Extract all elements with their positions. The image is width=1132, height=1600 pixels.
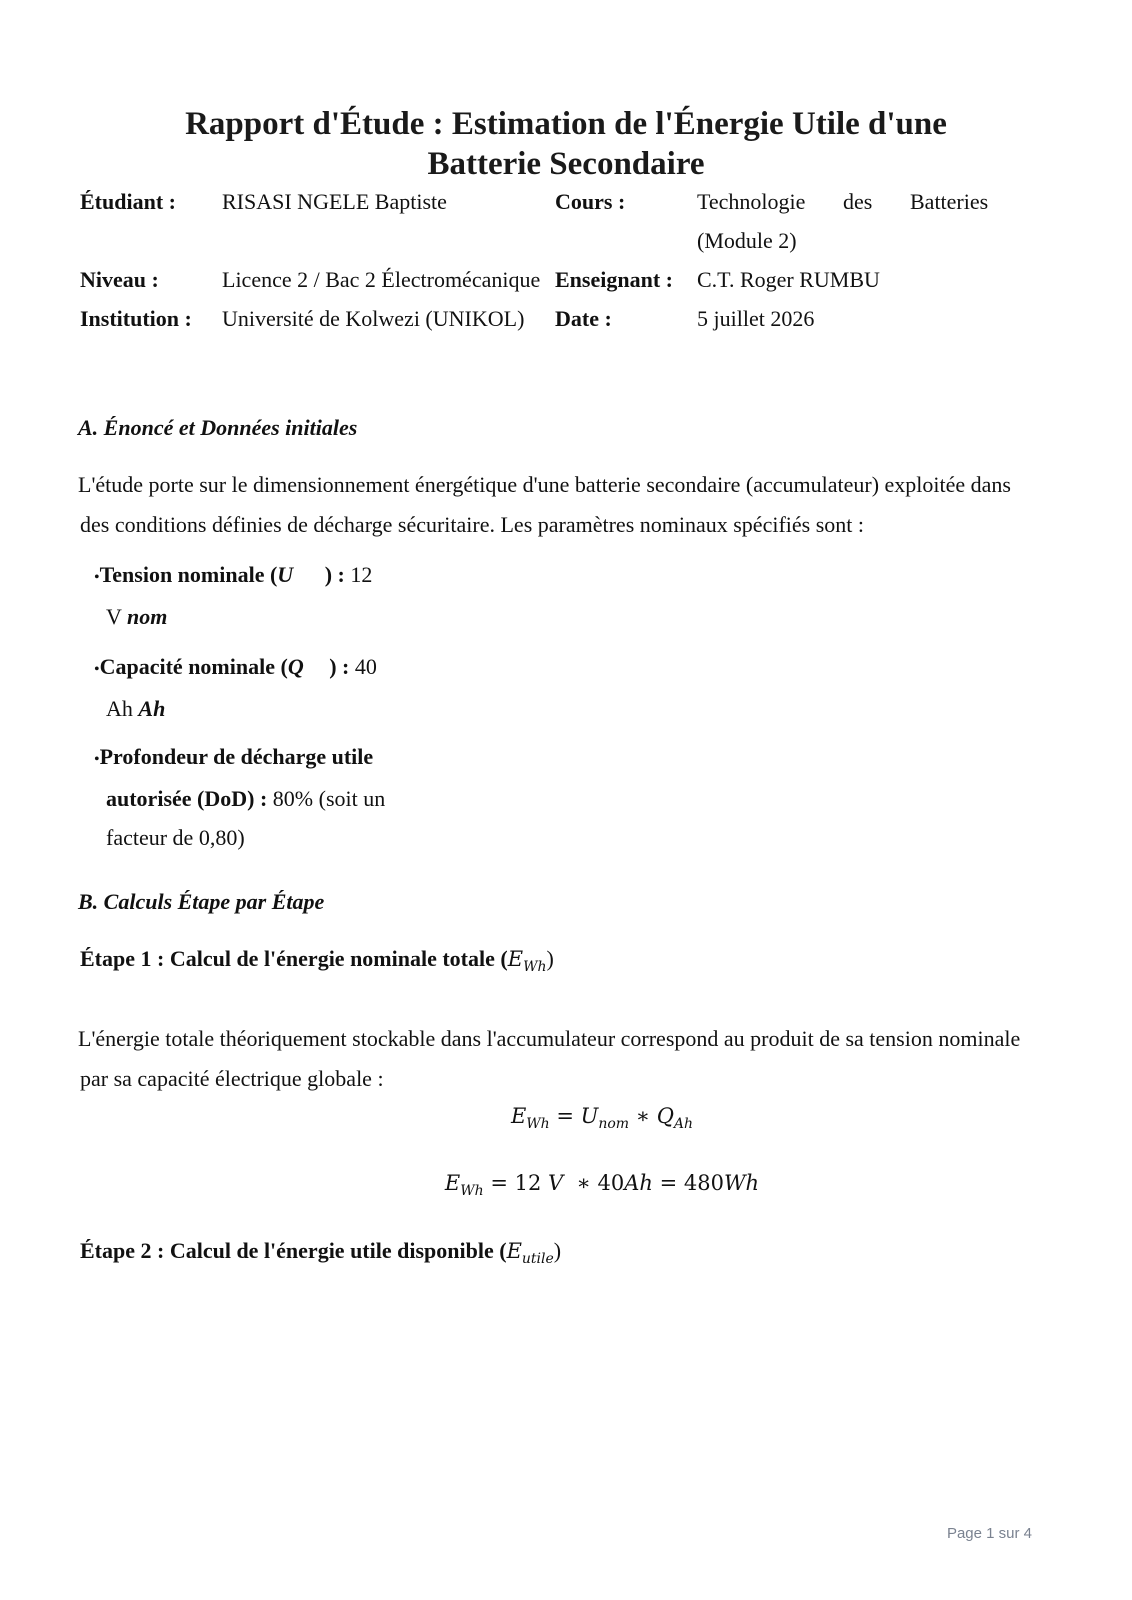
bullet-1-label: Tension nominale ( <box>99 562 278 587</box>
section-a-heading: A. Énoncé et Données initiales <box>78 415 358 440</box>
eq1-lhs-subscript: Wh <box>526 1116 550 1132</box>
course-word-3: Batteries <box>910 189 989 214</box>
level-label: Niveau : <box>80 267 159 292</box>
eq2-lhs: E <box>444 1171 461 1195</box>
bullet-1-close: ) : <box>319 562 345 587</box>
eq1-equals: = <box>549 1104 581 1128</box>
bullet-3-line-3: facteur de 0,80) <box>106 825 245 850</box>
step-1-para-line-2: par sa capacité électrique globale : <box>80 1066 384 1091</box>
eq2-lhs-subscript: Wh <box>460 1183 484 1199</box>
institution-label: Institution : <box>80 306 192 331</box>
course-word-4: (Module 2) <box>697 228 797 253</box>
step-1-para-line-1: L'énergie totale théoriquement stockable dans l'accumulateur correspond au produit de sa tension nominale <box>78 1026 1021 1051</box>
bullet-3-line-1: Profondeur de décharge utile <box>99 744 374 769</box>
student-label: Étudiant : <box>80 189 176 214</box>
course-word-2: des <box>843 189 873 214</box>
bullet-1-subscript: nom <box>127 604 168 629</box>
page-number: Page 1 sur 4 <box>946 1525 1032 1542</box>
bullet-3-value: 80% (soit un <box>267 786 386 811</box>
level-value: Licence 2 / Bac 2 Électromécanique <box>222 267 541 292</box>
eq2-v: V <box>548 1171 564 1195</box>
step-2-var: E <box>506 1239 522 1263</box>
student-value: RISASI NGELE Baptiste <box>222 189 447 214</box>
course-label: Cours : <box>555 189 626 214</box>
eq2-wh: Wh <box>723 1171 760 1195</box>
step-1-label: Étape 1 : Calcul de l'énergie nominale totale ( <box>80 946 508 971</box>
bullet-icon: • <box>94 661 100 678</box>
list-item <box>94 647 377 728</box>
step-2-label: Étape 2 : Calcul de l'énergie utile disponible ( <box>80 1238 507 1263</box>
step-1-heading <box>80 946 554 975</box>
date-value: 5 juillet 2026 <box>697 306 815 331</box>
bullet-2-value: 40 <box>349 654 377 679</box>
list-item <box>94 555 372 636</box>
step-1-var: E <box>507 947 524 971</box>
bullet-1-var: U <box>277 562 294 587</box>
bullet-icon: • <box>94 751 100 768</box>
bullet-3-label: autorisée (DoD) : <box>106 786 268 811</box>
eq2-part-a: = 12 <box>483 1171 549 1195</box>
bullet-2-label: Capacité nominale ( <box>99 654 288 679</box>
eq2-ah: Ah <box>624 1171 653 1195</box>
eq2-part-b: ∗ 40 <box>563 1171 625 1195</box>
bullet-2-unit: Ah <box>106 696 139 721</box>
teacher-value: C.T. Roger RUMBU <box>697 267 880 292</box>
institution-value: Université de Kolwezi (UNIKOL) <box>222 306 525 331</box>
date-label: Date : <box>555 306 612 331</box>
step-1-close: ) <box>546 946 554 971</box>
step-1-paragraph <box>78 1019 1058 1099</box>
step-1-subscript: Wh <box>523 959 547 975</box>
eq1-u: U <box>580 1104 599 1128</box>
bullet-2-var: Q <box>287 654 304 679</box>
section-a-para-line-1: L'étude porte sur le dimensionnement énergétique d'une batterie secondaire (accumulateur) exploitée dans <box>78 472 1011 497</box>
bullet-1-unit: V <box>106 604 127 629</box>
section-a-paragraph <box>78 465 1058 545</box>
equation-2 <box>0 1171 1132 1199</box>
eq1-lhs: E <box>510 1104 527 1128</box>
page-title <box>0 104 1132 184</box>
teacher-label: Enseignant : <box>555 267 673 292</box>
eq1-q-subscript: Ah <box>673 1116 694 1132</box>
eq2-part-c: = 480 <box>652 1171 724 1195</box>
section-a-para-line-2: des conditions définies de décharge sécuritaire. Les paramètres nominaux spécifiés sont : <box>80 512 864 537</box>
bullet-2-close: ) : <box>323 654 350 679</box>
step-2-close: ) <box>553 1238 562 1263</box>
bullet-icon: • <box>94 569 100 586</box>
list-item <box>94 737 385 857</box>
title-line-1: Rapport d'Étude : Estimation de l'Énergie Utile d'une <box>185 106 947 142</box>
step-2-heading <box>80 1238 561 1267</box>
equation-1 <box>0 1104 1132 1132</box>
bullet-1-value: 12 <box>344 562 373 587</box>
eq1-u-subscript: nom <box>598 1116 630 1132</box>
title-line-2: Batterie Secondaire <box>427 146 705 182</box>
step-2-subscript: utile <box>521 1251 554 1267</box>
eq1-operator: ∗ <box>629 1104 657 1128</box>
section-b-heading: B. Calculs Étape par Étape <box>78 889 325 914</box>
eq1-q: Q <box>656 1104 674 1128</box>
bullet-2-subscript: Ah <box>138 696 166 721</box>
course-word-1: Technologie <box>697 189 806 214</box>
